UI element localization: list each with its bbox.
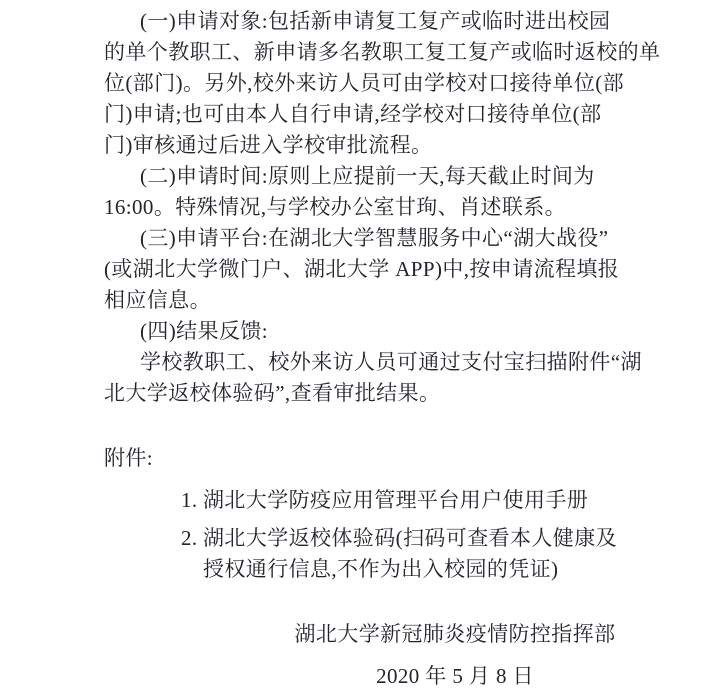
paragraph-3-line-2: (或湖北大学微门户、湖北大学 APP)中,按申请流程填报 <box>104 257 620 281</box>
attachment-2-text-line-2: 授权通行信息,不作为出入校园的凭证) <box>203 557 559 581</box>
paragraph-1-line-4: 门)申请;也可由本人自行申请,经学校对口接待单位(部 <box>104 102 602 126</box>
paragraph-1-line-3: 位(部门)。另外,校外来访人员可由学校对口接待单位(部 <box>104 71 625 95</box>
attachment-item-1 <box>104 485 666 516</box>
paragraph-2-line-2: 16:00。特殊情况,与学校办公室甘珣、肖述联系。 <box>104 195 567 219</box>
paragraph-5-line-2: 北大学返校体验码”,查看审批结果。 <box>104 381 441 405</box>
paragraph-1-line-5: 门)审核通过后进入学校审批流程。 <box>104 133 433 157</box>
attachment-item-2 <box>104 523 666 554</box>
paragraph-4-line-1: (四)结果反馈: <box>140 319 269 343</box>
signature-org: 湖北大学新冠肺炎疫情防控指挥部 <box>294 622 616 646</box>
document-body <box>104 6 666 688</box>
attachments-label: 附件: <box>104 446 154 470</box>
paragraph-1-line-2: 的单个教职工、新申请多名教职工复工复产或临时返校的单 <box>104 40 661 64</box>
paragraph-3-line-3: 相应信息。 <box>104 288 211 312</box>
paragraph-5-line-1: 学校教职工、校外来访人员可通过支付宝扫描附件“湖 <box>140 350 642 374</box>
paragraph-3-line-1: (三)申请平台:在湖北大学智慧服务中心“湖大战役” <box>140 226 609 250</box>
attachment-1-number: 1. <box>181 488 198 512</box>
paragraph-1-line-1: (一)申请对象:包括新申请复工复产或临时进出校园 <box>140 9 611 33</box>
signature-date: 2020 年 5 月 8 日 <box>376 664 534 688</box>
attachment-2-number: 2. <box>181 526 198 550</box>
paragraph-2-line-1: (二)申请时间:原则上应提前一天,每天截止时间为 <box>140 164 595 188</box>
attachment-2-text-line-1: 湖北大学返校体验码(扫码可查看本人健康及 <box>203 526 617 550</box>
attachment-1-text: 湖北大学防疫应用管理平台用户使用手册 <box>203 488 589 512</box>
